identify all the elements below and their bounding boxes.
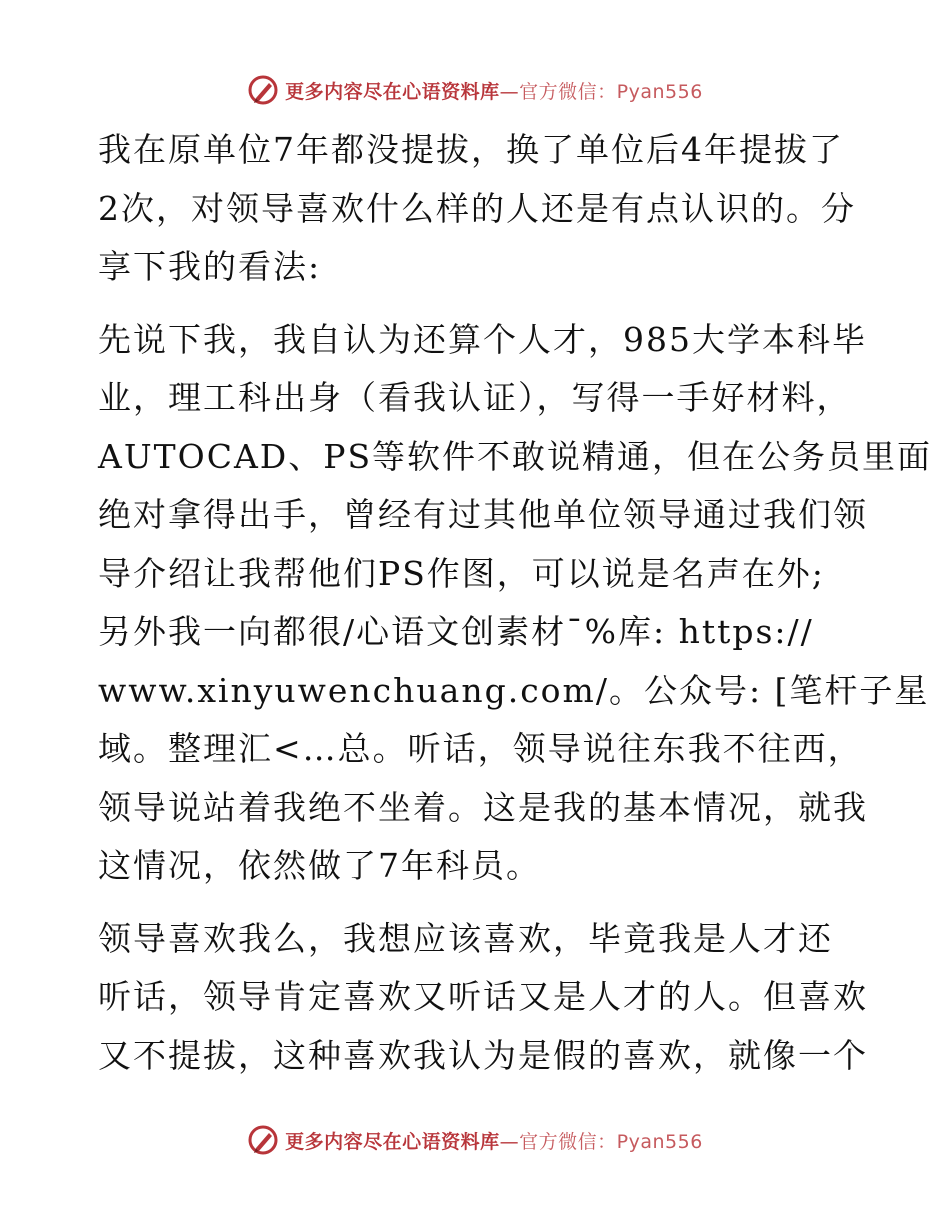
header-banner-text <box>285 77 703 104</box>
text-line: 绝对拿得出手，曾经有过其他单位领导通过我们领 <box>98 495 868 534</box>
pen-logo-icon <box>247 1124 279 1156</box>
text-line: 另外我一向都很/心语文创素材¯%库: https:// <box>98 612 814 651</box>
footer-banner-separator: — <box>499 1130 520 1153</box>
text-line: 领导说站着我绝不坐着。这是我的基本情况，就我 <box>98 787 868 827</box>
text-line: 又不提拔，这种喜欢我认为是假的喜欢，就像一个 <box>98 1035 868 1075</box>
text-line: www.xinyuwenchuang.com/。公众号: [笔杆子星 <box>98 670 930 710</box>
header-banner <box>0 70 950 110</box>
text-line: 享下我的看法: <box>98 247 322 286</box>
text-line: 业，理工科出身（看我认证），写得一手好材料， <box>98 378 852 417</box>
text-line: AUTOCAD、PS等软件不敢说精通，但在公务员里面 <box>98 436 933 476</box>
text-line: 领导喜欢我么，我想应该喜欢，毕竟我是人才还 <box>98 918 833 958</box>
paragraph-1 <box>98 121 858 297</box>
document-body <box>98 121 933 1085</box>
pen-logo-icon <box>247 74 279 106</box>
text-line: 先说下我，我自认为还算个人才，985大学本科毕 <box>98 319 867 359</box>
paragraph-2 <box>98 311 933 896</box>
text-line: 2次，对领导喜欢什么样的人还是有点认识的。分 <box>98 188 856 228</box>
text-line: 听话，领导肯定喜欢又听话又是人才的人。但喜欢 <box>98 977 868 1016</box>
footer-banner-title: 更多内容尽在心语资料库 <box>285 1130 500 1153</box>
footer-banner <box>0 1120 950 1160</box>
text-line: 我在原单位7年都没提拔，换了单位后4年提拔了 <box>98 130 844 169</box>
paragraph-3 <box>98 910 868 1086</box>
footer-banner-text <box>285 1127 703 1154</box>
text-line: 导介绍让我帮他们PS作图，可以说是名声在外; <box>98 553 825 593</box>
text-line: 域。整理汇<…总。听话，领导说往东我不往西， <box>98 729 863 768</box>
header-banner-separator: — <box>499 80 520 103</box>
footer-banner-contact: 官方微信：Pyan556 <box>519 1130 703 1153</box>
header-banner-title: 更多内容尽在心语资料库 <box>285 80 500 103</box>
header-banner-contact: 官方微信：Pyan556 <box>519 80 703 103</box>
text-line: 这情况，依然做了7年科员。 <box>98 846 541 885</box>
